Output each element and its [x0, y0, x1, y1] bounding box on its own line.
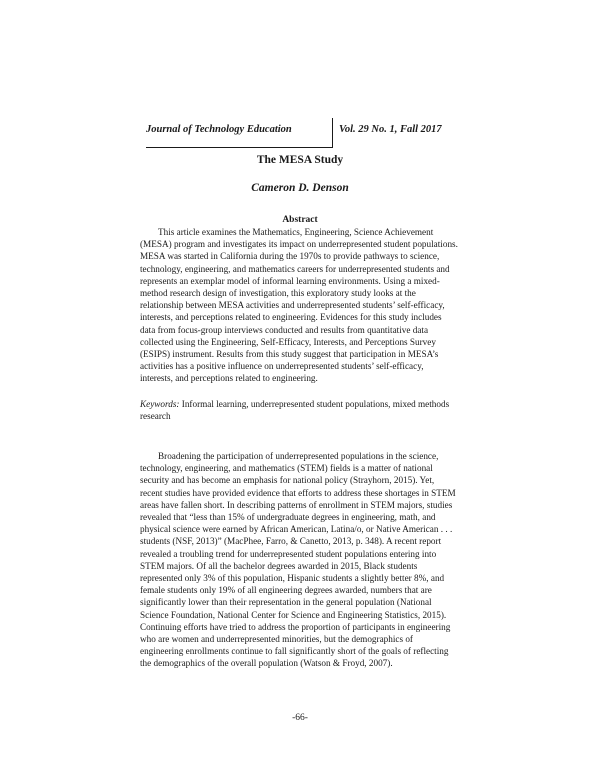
article-title: The MESA Study: [256, 154, 344, 166]
abstract-heading: Abstract: [282, 215, 318, 225]
keywords-text: Informal learning, underrepresented student populations, mixed methods research: [140, 399, 450, 422]
page-number: -66-: [292, 713, 308, 723]
body-paragraph: Broadening the participation of underrepresented populations in the science, technology, engineering, and mathematics (STEM) fields is a matter of national security and has become an emphasis for national policy (Strayhorn, 2015). Yet, recent studies have provided evidence that efforts to address these shortages in STEM areas have fallen short. In describing patterns of enrollment in STEM majors, studies revealed that “less than 15% of undergraduate degrees in engineering, math, and physical science were earned by African American, Latina/o, or Native American . . . students (NSF, 2013)” (MacPhee, Farro, & Canetto, 2013, p. 348). A recent report revealed a troubling trend for underrepresented student populations entering into STEM majors. Of all the bachelor degrees awarded in 2015, Black students represented only 3% of this population, Hispanic students a slightly better 8%, and female students only 19% of all engineering degrees awarded, numbers that are significantly lower than their representation in the general population (National Science Foundation, National Center for Science and Engineering Statistics, 2015). Continuing efforts have tried to address the proportion of participants in engineering who are women and underrepresented minorities, but the demographics of engineering enrollments continue to fall significantly short of the goals of reflecting the demographics of the overall population (Watson & Froyd, 2007).: [140, 451, 456, 669]
volume-info: Vol. 29 No. 1, Fall 2017: [339, 124, 442, 135]
journal-name: Journal of Technology Education: [146, 124, 292, 135]
keywords-label: Keywords:: [140, 399, 180, 409]
keywords: [140, 398, 458, 422]
abstract-text: This article examines the Mathematics, Engineering, Science Achievement (MESA) program and investigates its impact on underrepresented student populations. MESA was started in California during the 1970s to provide pathways to science, technology, engineering, and mathematics careers for underrepresented students and represents an exemplar model of informal learning environments. Using a mixed-method research design of investigation, this exploratory study looks at the relationship between MESA activities and underrepresented students’ self-efficacy, interests, and perceptions related to engineering. Evidences for this study includes data from focus-group interviews conducted and results from quantitative data collected using the Engineering, Self-Efficacy, Interests, and Perceptions Survey (ESIPS) instrument. Results from this study suggest that participation in MESA’s activities has a positive influence on underrepresented students’ self-efficacy, interests, and perceptions related to engineering.: [140, 227, 458, 384]
article-author: Cameron D. Denson: [251, 182, 349, 194]
header-divider: [332, 118, 333, 148]
running-header: [146, 118, 450, 148]
header-rule: [146, 147, 333, 148]
